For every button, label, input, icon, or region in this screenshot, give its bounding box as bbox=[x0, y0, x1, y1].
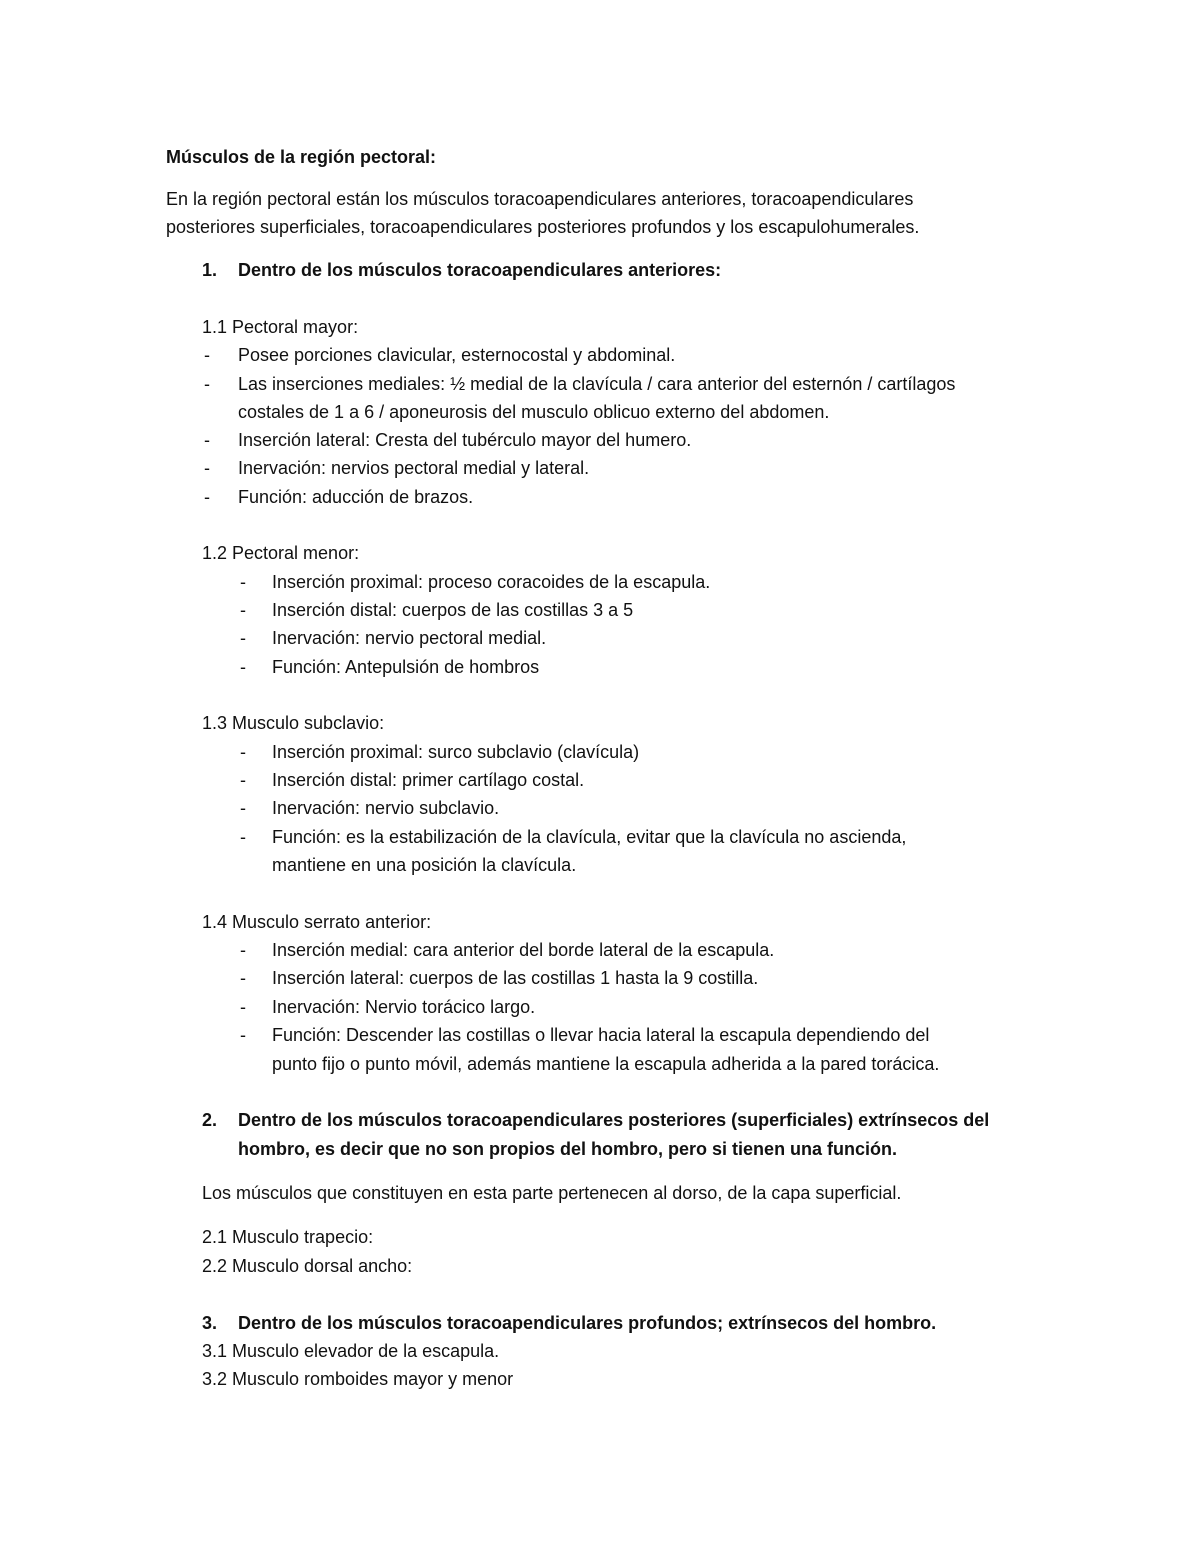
list-item: Inserción distal: cuerpos de las costillas 3 a 5 bbox=[272, 600, 634, 620]
subsection-2-2-title: 2.2 Musculo dorsal ancho: bbox=[202, 1256, 413, 1276]
list-item: Inserción lateral: cuerpos de las costillas 1 hasta la 9 costilla. bbox=[272, 968, 759, 988]
list-item: Inserción proximal: surco subclavio (clavícula) bbox=[272, 742, 640, 762]
list-item: Función: Descender las costillas o llevar hacia lateral la escapula dependiendo del bbox=[272, 1025, 930, 1045]
list-item: Las inserciones mediales: ½ medial de la clavícula / cara anterior del esternón / cartílagos bbox=[238, 374, 956, 394]
bullet-dash: - bbox=[204, 487, 210, 507]
section-3-number: 3. bbox=[202, 1313, 218, 1333]
subsection-1-2-title: 1.2 Pectoral menor: bbox=[202, 543, 360, 563]
intro-line-2: posteriores superficiales, toracoapendiculares posteriores profundos y los escapulohumerales. bbox=[166, 217, 920, 237]
bullet-dash: - bbox=[204, 458, 210, 478]
bullet-dash: - bbox=[240, 742, 246, 762]
list-item: Inervación: nervio subclavio. bbox=[272, 798, 500, 818]
bullet-dash: - bbox=[240, 572, 246, 592]
bullet-dash: - bbox=[240, 968, 246, 988]
section-2-paragraph: Los músculos que constituyen en esta parte pertenecen al dorso, de la capa superficial. bbox=[202, 1183, 902, 1203]
section-2-number: 2. bbox=[202, 1110, 218, 1130]
list-item-continuation: costales de 1 a 6 / aponeurosis del musculo oblicuo externo del abdomen. bbox=[238, 402, 830, 422]
bullet-dash: - bbox=[240, 600, 246, 620]
section-2-heading-line-1: Dentro de los músculos toracoapendiculares posteriores (superficiales) extrínsecos del bbox=[238, 1110, 990, 1130]
list-item: Inserción proximal: proceso coracoides de la escapula. bbox=[272, 572, 711, 592]
list-item: Inserción lateral: Cresta del tubérculo mayor del humero. bbox=[238, 430, 692, 450]
list-item: Inserción medial: cara anterior del borde lateral de la escapula. bbox=[272, 940, 775, 960]
subsection-1-1-title: 1.1 Pectoral mayor: bbox=[202, 317, 359, 337]
subsection-3-2-title: 3.2 Musculo romboides mayor y menor bbox=[202, 1369, 514, 1389]
list-item: Inervación: nervio pectoral medial. bbox=[272, 628, 547, 648]
subsection-1-4-title: 1.4 Musculo serrato anterior: bbox=[202, 912, 432, 932]
list-item: Inserción distal: primer cartílago costal. bbox=[272, 770, 585, 790]
list-item-continuation: punto fijo o punto móvil, además mantiene la escapula adherida a la pared torácica. bbox=[272, 1054, 940, 1074]
bullet-dash: - bbox=[240, 940, 246, 960]
list-item: Función: aducción de brazos. bbox=[238, 487, 474, 507]
subsection-2-1-title: 2.1 Musculo trapecio: bbox=[202, 1227, 374, 1247]
section-2-heading-line-2: hombro, es decir que no son propios del hombro, pero si tienen una función. bbox=[238, 1139, 898, 1159]
subsection-3-1-title: 3.1 Musculo elevador de la escapula. bbox=[202, 1341, 500, 1361]
bullet-dash: - bbox=[204, 374, 210, 394]
list-item: Función: es la estabilización de la clavícula, evitar que la clavícula no ascienda, bbox=[272, 827, 907, 847]
list-item-continuation: mantiene en una posición la clavícula. bbox=[272, 855, 577, 875]
bullet-dash: - bbox=[240, 997, 246, 1017]
bullet-dash: - bbox=[204, 430, 210, 450]
section-1-heading: Dentro de los músculos toracoapendiculares anteriores: bbox=[238, 260, 722, 280]
list-item: Inervación: Nervio torácico largo. bbox=[272, 997, 536, 1017]
list-item: Función: Antepulsión de hombros bbox=[272, 657, 540, 677]
list-item: Posee porciones clavicular, esternocostal y abdominal. bbox=[238, 345, 676, 365]
bullet-dash: - bbox=[240, 628, 246, 648]
bullet-dash: - bbox=[240, 1025, 246, 1045]
list-item: Inervación: nervios pectoral medial y lateral. bbox=[238, 458, 590, 478]
bullet-dash: - bbox=[204, 345, 210, 365]
page-title: Músculos de la región pectoral: bbox=[166, 147, 437, 167]
bullet-dash: - bbox=[240, 827, 246, 847]
bullet-dash: - bbox=[240, 770, 246, 790]
section-1-number: 1. bbox=[202, 260, 218, 280]
bullet-dash: - bbox=[240, 798, 246, 818]
subsection-1-3-title: 1.3 Musculo subclavio: bbox=[202, 713, 385, 733]
section-3-heading: Dentro de los músculos toracoapendiculares profundos; extrínsecos del hombro. bbox=[238, 1313, 937, 1333]
bullet-dash: - bbox=[240, 657, 246, 677]
intro-line-1: En la región pectoral están los músculos toracoapendiculares anteriores, toracoapendiculares bbox=[166, 189, 914, 209]
